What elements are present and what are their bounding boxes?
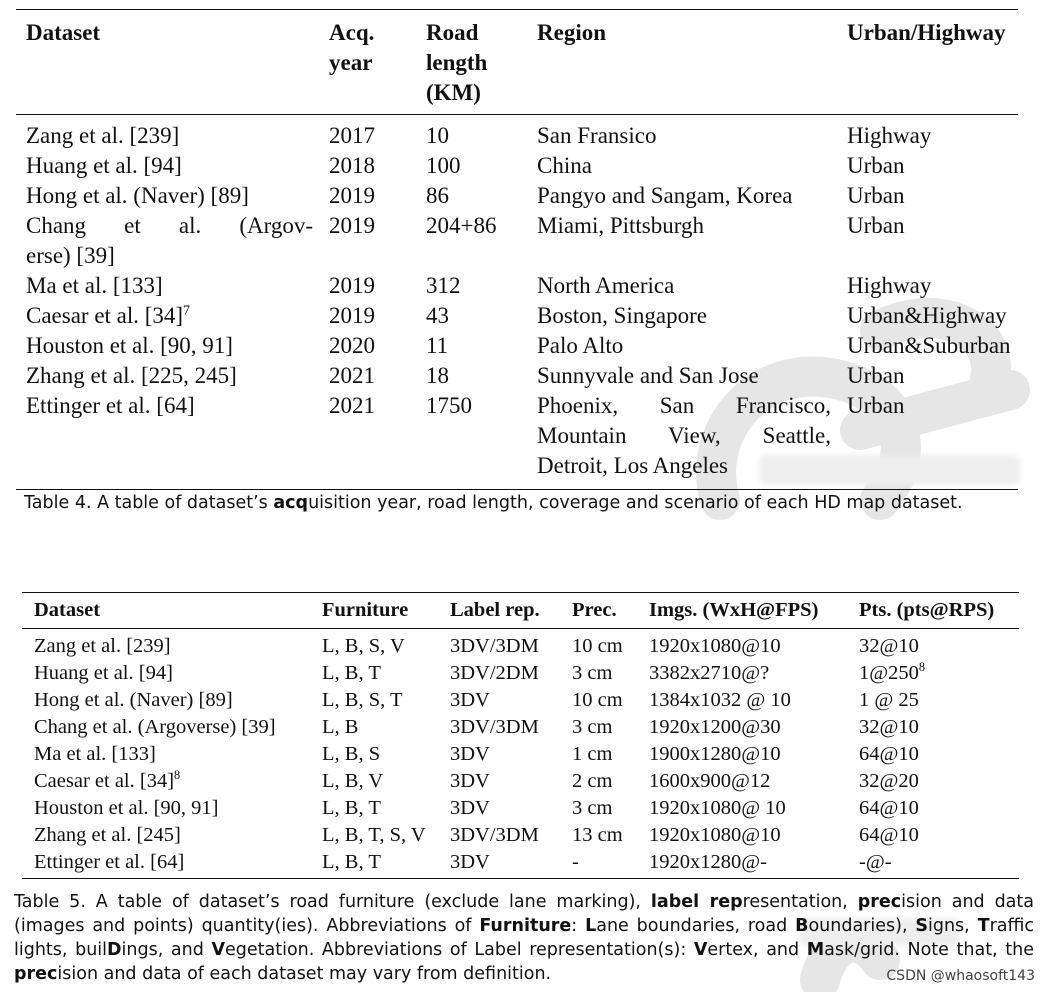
header-images: Imgs. (WxH@FPS): [649, 599, 819, 621]
table-row: [22, 741, 1019, 768]
table-row: [16, 271, 1018, 301]
cell-furniture: L, B, T: [322, 662, 381, 684]
caption-bold: acq: [273, 493, 309, 513]
cell-dataset: Zang et al. [239]: [26, 123, 180, 148]
csdn-watermark-text: CSDN @whaosoft143: [886, 968, 1035, 984]
cell-year: 2019: [329, 183, 375, 208]
cell-dataset: Ma et al. [133]: [26, 273, 163, 298]
table-row: [16, 331, 1018, 361]
cell-furniture: L, B, T: [322, 851, 381, 873]
cell-points: 1 @ 25: [859, 689, 919, 711]
caption-text: Table 5. A table of dataset’s road furniture (exclude lane marking),: [14, 892, 651, 912]
cell-precision: 1 cm: [572, 743, 613, 765]
cell-region: Miami, Pittsburgh: [537, 213, 704, 238]
cell-region: North America: [537, 273, 675, 298]
table-row: [22, 795, 1019, 822]
header-points: Pts. (pts@RPS): [859, 599, 995, 621]
table-row: [16, 181, 1018, 211]
cell-road-length: 100: [426, 153, 461, 178]
footnote-mark: 8: [174, 768, 181, 783]
cell-dataset: Houston et al. [90, 91]: [34, 797, 219, 819]
table-4: [16, 9, 1018, 490]
header-line: Acq.: [329, 20, 375, 45]
caption-bold: L: [585, 916, 597, 936]
cell-type: Highway: [847, 273, 932, 298]
caption-bold: prec: [857, 892, 902, 912]
cell-dataset: [16, 211, 319, 271]
table-row: [16, 211, 1018, 271]
cell-points: 32@20: [859, 770, 919, 792]
cell-points: 32@10: [859, 635, 919, 657]
cell-dataset: Huang et al. [94]: [26, 153, 182, 178]
cell-images: 1920x1080@10: [649, 635, 781, 657]
cell-label-rep: 3DV/3DM: [450, 824, 539, 846]
caption-bold: S: [915, 916, 928, 936]
points-text: 1@250: [859, 662, 919, 684]
caption-text: ision and data (images and points) quantity(ies). Abbreviations of: [14, 892, 1034, 936]
cell-type: Urban: [847, 153, 905, 178]
cell-road-length: 43: [426, 303, 449, 328]
cell-dataset: Chang et al. (Argoverse) [39]: [34, 716, 276, 738]
cell-type: Urban: [847, 363, 905, 388]
table-5: [22, 592, 1019, 879]
cell-points: [847, 660, 1019, 687]
caption-bold: V: [211, 940, 225, 960]
header-urban-highway: Urban/Highway: [847, 20, 1006, 45]
table-row: [22, 660, 1019, 687]
caption-text: :: [571, 916, 586, 936]
caption-text: ask/grid. Note that, the: [824, 940, 1034, 960]
cell-points: 64@10: [859, 824, 919, 846]
header-line: year: [329, 50, 373, 75]
cell-images: 1900x1280@10: [649, 743, 781, 765]
region-line: Detroit, Los Angeles: [537, 453, 728, 478]
cell-region: Sunnyvale and San Jose: [537, 363, 759, 388]
cell-dataset: Zhang et al. [245]: [34, 824, 181, 846]
caption-text: uisition year, road length, coverage and scenario of each HD map dataset.: [308, 493, 963, 513]
cell-precision: 10 cm: [572, 689, 623, 711]
dataset-line: erse) [39]: [26, 243, 115, 268]
cell-points: -@-: [859, 851, 892, 873]
cell-region: [527, 391, 837, 490]
cell-type: Urban: [847, 213, 905, 238]
cell-images: 1920x1280@-: [649, 851, 767, 873]
cell-points: 32@10: [859, 716, 919, 738]
table-5-header: [22, 593, 1019, 629]
cell-images: 1384x1032 @ 10: [649, 689, 791, 711]
cell-type: Urban: [847, 183, 905, 208]
table-row: [22, 629, 1019, 661]
header-region: Region: [537, 20, 606, 45]
cell-furniture: L, B, V: [322, 770, 384, 792]
cell-precision: 3 cm: [572, 716, 613, 738]
header-line: (KM): [426, 80, 481, 105]
cell-label-rep: 3DV: [450, 743, 490, 765]
cell-region: China: [537, 153, 592, 178]
cell-dataset: [16, 301, 319, 331]
header-furniture: Furniture: [322, 599, 409, 621]
table-row: [16, 115, 1018, 152]
cell-precision: 10 cm: [572, 635, 623, 657]
cell-furniture: L, B: [322, 716, 359, 738]
cell-dataset: Houston et al. [90, 91]: [26, 333, 233, 358]
cell-dataset: Ma et al. [133]: [34, 743, 156, 765]
region-line: Mountain View, Seattle,: [537, 423, 831, 448]
cell-road-length: 312: [426, 273, 461, 298]
cell-images: 3382x2710@?: [649, 662, 770, 684]
caption-text: ings, and: [121, 940, 212, 960]
cell-type: Urban&Highway: [847, 303, 1007, 328]
table-5-caption: [14, 890, 1034, 986]
cell-label-rep: 3DV: [450, 797, 490, 819]
cell-label-rep: 3DV/3DM: [450, 716, 539, 738]
cell-label-rep: 3DV/2DM: [450, 662, 539, 684]
cell-dataset: Hong et al. (Naver) [89]: [34, 689, 233, 711]
header-dataset: Dataset: [26, 20, 101, 45]
header-line: length: [426, 50, 488, 75]
cell-precision: 13 cm: [572, 824, 623, 846]
table-row: [22, 714, 1019, 741]
cell-points: 64@10: [859, 743, 919, 765]
caption-bold: D: [107, 940, 122, 960]
table-row: [16, 391, 1018, 490]
cell-label-rep: 3DV: [450, 770, 490, 792]
caption-text: ision and data of each dataset may vary from definition.: [57, 964, 552, 984]
cell-type: Highway: [847, 123, 932, 148]
caption-text: Table 4. A table of dataset’s: [24, 493, 274, 513]
table-row: [16, 301, 1018, 331]
caption-bold: prec: [14, 964, 58, 984]
cell-year: 2019: [329, 213, 375, 238]
dataset-line: Chang et al. (Argov-: [26, 213, 313, 238]
table-4-caption: [24, 491, 1034, 515]
cell-dataset: [22, 768, 310, 795]
caption-text: raffic lights, buil: [14, 916, 1035, 960]
cell-label-rep: 3DV: [450, 689, 490, 711]
cell-road-length: 10: [426, 123, 449, 148]
cell-furniture: L, B, S, V: [322, 635, 405, 657]
caption-text: egetation. Abbreviations of Label representation(s):: [225, 940, 694, 960]
table-row: [16, 151, 1018, 181]
cell-furniture: L, B, T, S, V: [322, 824, 426, 846]
caption-text: igns,: [928, 916, 978, 936]
cell-label-rep: 3DV: [450, 851, 490, 873]
cell-precision: 2 cm: [572, 770, 613, 792]
cell-images: 1920x1080@ 10: [649, 797, 786, 819]
cell-road-length: 204+86: [426, 213, 497, 238]
footnote-mark: 8: [918, 660, 926, 675]
cell-images: 1920x1200@30: [649, 716, 781, 738]
cell-precision: 3 cm: [572, 797, 613, 819]
table-4-header: [16, 10, 1018, 115]
caption-text: resentation,: [742, 892, 858, 912]
cell-type: Urban&Suburban: [847, 333, 1011, 358]
cell-region: San Fransico: [537, 123, 657, 148]
cell-region: Palo Alto: [537, 333, 624, 358]
cell-dataset: Zhang et al. [225, 245]: [26, 363, 237, 388]
caption-text: oundaries),: [808, 916, 916, 936]
cell-road-length: 18: [426, 363, 449, 388]
region-line: Phoenix, San Francisco,: [537, 393, 831, 418]
table-row: [22, 822, 1019, 849]
cell-region: Boston, Singapore: [537, 303, 707, 328]
cell-furniture: L, B, T: [322, 797, 381, 819]
cell-dataset: Ettinger et al. [64]: [34, 851, 185, 873]
cell-year: 2019: [329, 273, 375, 298]
cell-year: 2019: [329, 303, 375, 328]
header-line: Road: [426, 20, 479, 45]
cell-precision: 3 cm: [572, 662, 613, 684]
cell-year: 2020: [329, 333, 375, 358]
cell-dataset: Huang et al. [94]: [34, 662, 173, 684]
dataset-text: Caesar et al. [34]: [26, 303, 184, 328]
caption-text: ane boundaries, road: [596, 916, 796, 936]
cell-road-length: 86: [426, 183, 449, 208]
header-dataset: Dataset: [34, 599, 101, 621]
caption-bold: Furniture: [479, 916, 572, 936]
header-label-rep: Label rep.: [450, 599, 540, 621]
cell-dataset: Hong et al. (Naver) [89]: [26, 183, 249, 208]
cell-year: 2021: [329, 393, 375, 418]
table-row: [22, 849, 1019, 879]
cell-region: Pangyo and Sangam, Korea: [537, 183, 793, 208]
caption-bold: M: [806, 940, 825, 960]
header-precision: Prec.: [572, 599, 617, 621]
table-row: [16, 361, 1018, 391]
caption-bold: T: [977, 916, 990, 936]
cell-furniture: L, B, S, T: [322, 689, 403, 711]
caption-text: ertex, and: [707, 940, 807, 960]
cell-year: 2018: [329, 153, 375, 178]
cell-label-rep: 3DV/3DM: [450, 635, 539, 657]
cell-points: 64@10: [859, 797, 919, 819]
cell-road-length: 11: [426, 333, 449, 358]
footnote-mark: 7: [183, 302, 190, 318]
table-row: [22, 768, 1019, 795]
cell-furniture: L, B, S: [322, 743, 381, 765]
cell-year: 2021: [329, 363, 375, 388]
cell-dataset: Zang et al. [239]: [34, 635, 171, 657]
cell-precision: -: [572, 851, 579, 873]
cell-images: 1920x1080@10: [649, 824, 781, 846]
cell-type: Urban: [847, 393, 905, 418]
dataset-text: Caesar et al. [34]: [34, 770, 175, 792]
cell-year: 2017: [329, 123, 375, 148]
caption-bold: V: [693, 940, 708, 960]
header-road-length: [416, 10, 527, 115]
caption-bold: B: [795, 916, 809, 936]
cell-images: 1600x900@12: [649, 770, 771, 792]
cell-dataset: Ettinger et al. [64]: [26, 393, 195, 418]
table-row: [22, 687, 1019, 714]
cell-road-length: 1750: [426, 393, 472, 418]
caption-bold: label rep: [650, 892, 743, 912]
header-acq-year: [319, 10, 416, 115]
